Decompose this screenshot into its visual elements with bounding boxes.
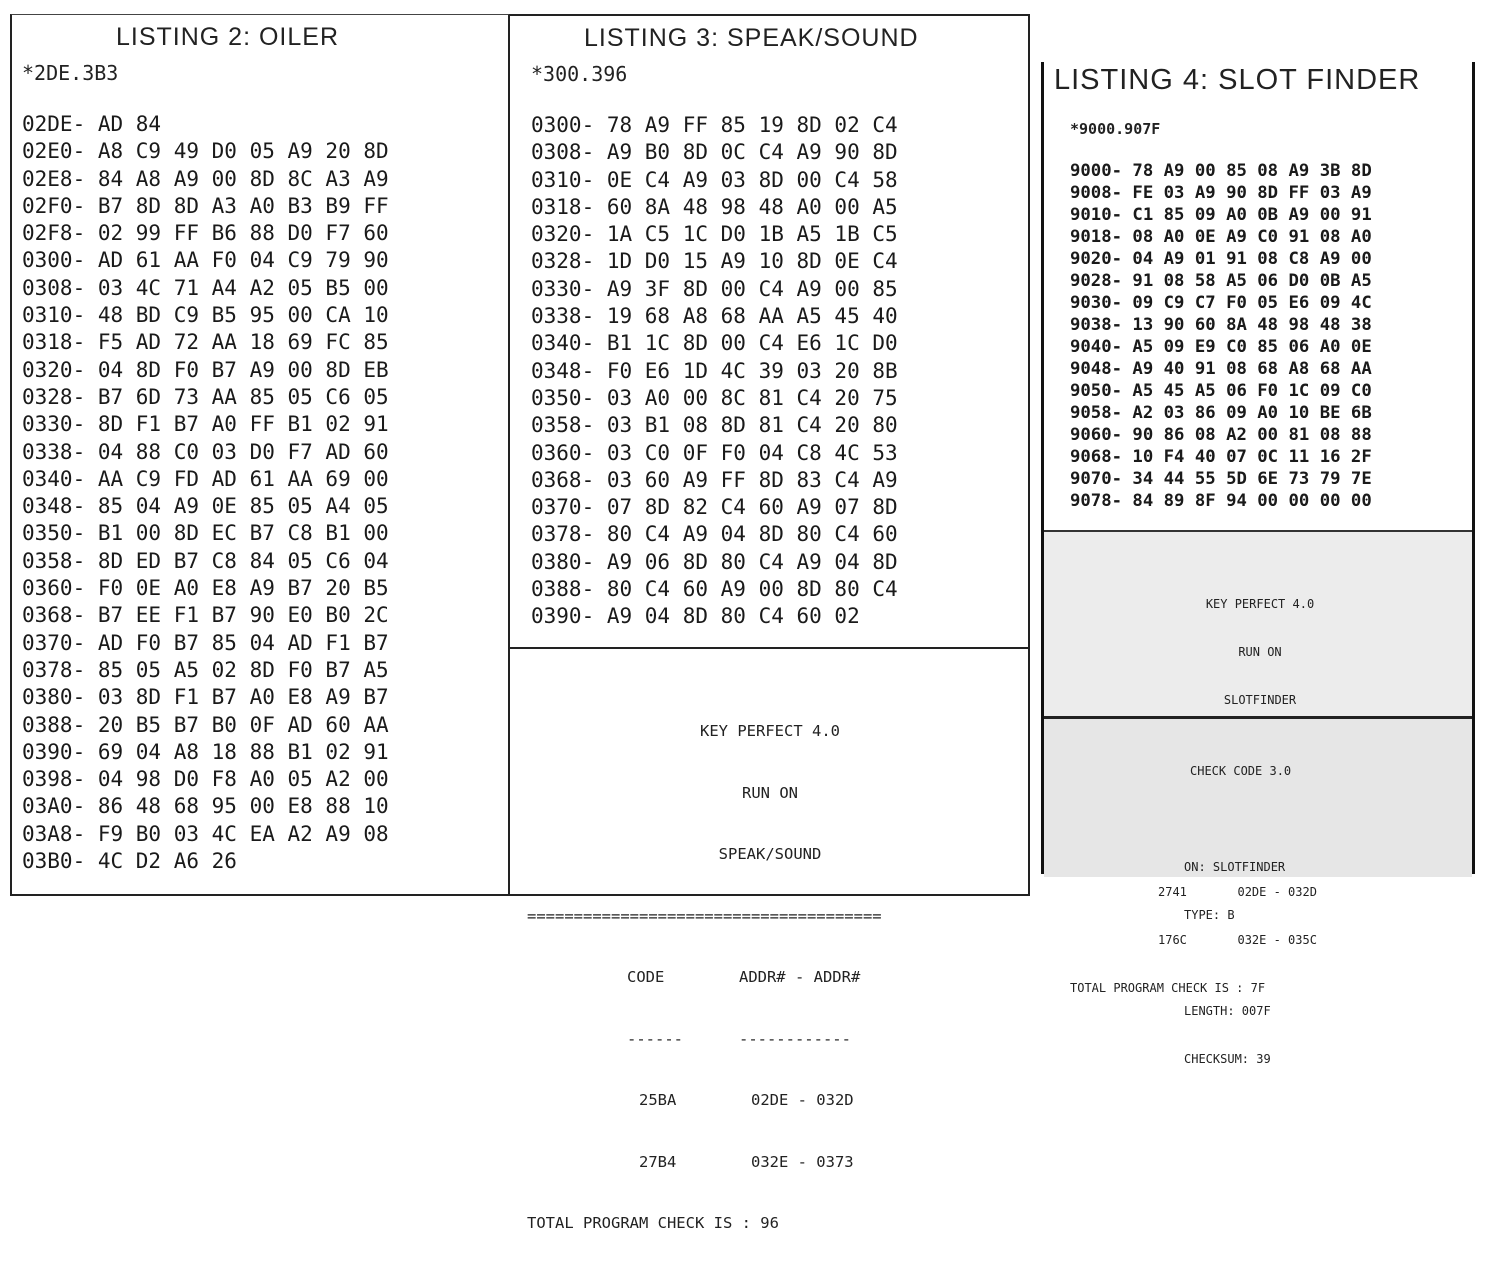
listing4-line: 9040- A5 09 E9 C0 85 06 A0 0E — [1070, 337, 1372, 357]
listing4-line: 9038- 13 90 60 8A 48 98 48 38 — [1070, 315, 1372, 335]
listing3-line: 0310- 0E C4 A9 03 8D 00 C4 58 — [531, 167, 898, 192]
listing-4-range: *9000.907F — [1070, 120, 1161, 138]
listing2-line: 0390- 69 04 A8 18 88 B1 02 91 — [22, 739, 389, 764]
listing2-line: 0378- 85 05 A5 02 8D F0 B7 A5 — [22, 657, 389, 682]
listing2-line: 0350- B1 00 8D EC B7 C8 B1 00 — [22, 521, 389, 546]
cc4-on: ON: SLOTFINDER — [1184, 860, 1286, 874]
listing2-line: 02F0- B7 8D 8D A3 A0 B3 B9 FF — [22, 193, 389, 218]
listing4-line: 9030- 09 C9 C7 F0 05 E6 09 4C — [1070, 293, 1372, 313]
cc4-checksum: CHECKSUM: 39 — [1184, 1052, 1271, 1066]
kp3-row-1: 25BA 02DE - 032D — [639, 1091, 854, 1109]
listing3-line: 0308- A9 B0 8D 0C C4 A9 90 8D — [531, 140, 898, 165]
listing2-line: 0300- AD 61 AA F0 04 C9 79 90 — [22, 248, 389, 273]
kp3-separator: ====================================== — [527, 906, 882, 925]
cc4-title: CHECK CODE 3.0 — [1190, 764, 1292, 778]
listing3-line: 0330- A9 3F 8D 00 C4 A9 00 85 — [531, 276, 898, 301]
listing2-line: 0388- 20 B5 B7 B0 0F AD 60 AA — [22, 712, 389, 737]
listing-4-hex-dump — [1070, 160, 1372, 512]
listing4-line: 9070- 34 44 55 5D 6E 73 79 7E — [1070, 469, 1372, 489]
listing-3-panel — [509, 14, 1030, 1232]
listing3-line: 0368- 03 60 A9 FF 8D 83 C4 A9 — [531, 467, 898, 492]
listing2-line: 0348- 85 04 A9 0E 85 05 A4 05 — [22, 494, 389, 519]
listing-3-hex-dump — [531, 112, 898, 631]
listing3-line: 0380- A9 06 8D 80 C4 A9 04 8D — [531, 549, 898, 574]
kp4-line2: RUN ON — [1238, 645, 1282, 659]
listing-2-title: LISTING 2: OILER — [116, 23, 340, 51]
listing4-line: 9068- 10 F4 40 07 0C 11 16 2F — [1070, 447, 1372, 467]
listing3-line: 0300- 78 A9 FF 85 19 8D 02 C4 — [531, 113, 898, 137]
listing3-line: 0360- 03 C0 0F F0 04 C8 4C 53 — [531, 440, 898, 465]
listing4-line: 9020- 04 A9 01 91 08 C8 A9 00 — [1070, 249, 1372, 269]
listing3-line: 0340- B1 1C 8D 00 C4 E6 1C D0 — [531, 331, 898, 356]
listing-3-divider — [509, 647, 1028, 649]
listing4-line: 9048- A9 40 91 08 68 A8 68 AA — [1070, 359, 1372, 379]
listing2-line: 02DE- AD 84 — [22, 112, 162, 136]
listing3-line: 0320- 1A C5 1C D0 1B A5 1B C5 — [531, 222, 898, 247]
listing4-line: 9008- FE 03 A9 90 8D FF 03 A9 — [1070, 183, 1372, 203]
listing3-line: 0378- 80 C4 A9 04 8D 80 C4 60 — [531, 522, 898, 547]
listing4-line: 9010- C1 85 09 A0 0B A9 00 91 — [1070, 205, 1372, 225]
listing3-line: 0328- 1D D0 15 A9 10 8D 0E C4 — [531, 249, 898, 274]
listing4-line: 9000- 78 A9 00 85 08 A9 3B 8D — [1070, 161, 1372, 181]
listing-3-range: *300.396 — [531, 62, 628, 86]
listing2-line: 0318- F5 AD 72 AA 18 69 FC 85 — [22, 330, 389, 355]
listing2-line: 0308- 03 4C 71 A4 A2 05 B5 00 — [22, 275, 389, 300]
kp3-line1: KEY PERFECT 4.0 — [700, 722, 840, 740]
listing-2-panel — [10, 14, 510, 896]
listing2-line: 0368- B7 EE F1 B7 90 E0 B0 2C — [22, 603, 389, 628]
kp4-line3: SLOTFINDER — [1223, 693, 1297, 707]
kp4-row-1: 2741 02DE - 032D — [1158, 885, 1317, 899]
listing2-line: 03A0- 86 48 68 95 00 E8 88 10 — [22, 794, 389, 819]
kp3-row-2: 27B4 032E - 0373 — [639, 1152, 854, 1171]
kp3-total: TOTAL PROGRAM CHECK IS : 96 — [527, 1214, 779, 1232]
cc4-length: LENGTH: 007F — [1184, 1004, 1271, 1018]
kp4-line1: KEY PERFECT 4.0 — [1205, 597, 1315, 611]
listing3-line: 0388- 80 C4 60 A9 00 8D 80 C4 — [531, 577, 898, 602]
listing3-line: 0350- 03 A0 00 8C 81 C4 20 75 — [531, 385, 898, 410]
listing4-line: 9060- 90 86 08 A2 00 81 08 88 — [1070, 425, 1372, 445]
listing-3-key-perfect — [527, 680, 1013, 1275]
listing2-line: 02E8- 84 A8 A9 00 8D 8C A3 A9 — [22, 166, 389, 191]
listing2-line: 0358- 8D ED B7 C8 84 05 C6 04 — [22, 548, 389, 573]
listing-2-range: *2DE.3B3 — [22, 61, 119, 85]
listing4-line: 9078- 84 89 8F 94 00 00 00 00 — [1070, 491, 1372, 511]
listing2-line: 0340- AA C9 FD AD 61 AA 69 00 — [22, 466, 389, 491]
listing2-line: 0380- 03 8D F1 B7 A0 E8 A9 B7 — [22, 685, 389, 710]
listing2-line: 03B0- 4C D2 A6 26 — [22, 849, 237, 874]
listing3-line: 0338- 19 68 A8 68 AA A5 45 40 — [531, 304, 898, 329]
listing2-line: 0320- 04 8D F0 B7 A9 00 8D EB — [22, 357, 389, 382]
kp3-header: CODE ADDR# - ADDR# — [627, 968, 861, 986]
listing-4-title: LISTING 4: SLOT FINDER — [1054, 64, 1421, 96]
listing3-line: 0318- 60 8A 48 98 48 A0 00 A5 — [531, 194, 898, 219]
listing-3-title: LISTING 3: SPEAK/SOUND — [584, 24, 919, 52]
listing2-line: 0360- F0 0E A0 E8 A9 B7 20 B5 — [22, 576, 389, 601]
kp4-row-2: 176C 032E - 035C — [1158, 933, 1317, 947]
listing4-line: 9050- A5 45 A5 06 F0 1C 09 C0 — [1070, 381, 1372, 401]
listing3-line: 0390- A9 04 8D 80 C4 60 02 — [531, 604, 860, 629]
listing3-line: 0358- 03 B1 08 8D 81 C4 20 80 — [531, 413, 898, 438]
listing4-line: 9058- A2 03 86 09 A0 10 BE 6B — [1070, 403, 1372, 423]
listing2-line: 0338- 04 88 C0 03 D0 F7 AD 60 — [22, 439, 389, 464]
listing-4-panel — [1041, 62, 1475, 1066]
listing2-line: 0330- 8D F1 B7 A0 FF B1 02 91 — [22, 412, 389, 437]
listing3-line: 0348- F0 E6 1D 4C 39 03 20 8B — [531, 358, 898, 383]
listing3-line: 0370- 07 8D 82 C4 60 A9 07 8D — [531, 495, 898, 520]
listing4-line: 9028- 91 08 58 A5 06 D0 0B A5 — [1070, 271, 1372, 291]
listing4-line: 9018- 08 A0 0E A9 C0 91 08 A0 — [1070, 227, 1372, 247]
listing-2-hex-dump — [22, 111, 389, 875]
kp3-underline: ------ ------------ — [627, 1029, 851, 1048]
cc4-type: TYPE: B — [1184, 908, 1235, 922]
kp3-line2: RUN ON — [742, 783, 798, 802]
listing2-line: 0328- B7 6D 73 AA 85 05 C6 05 — [22, 384, 389, 409]
listing2-line: 0370- AD F0 B7 85 04 AD F1 B7 — [22, 630, 389, 655]
listing2-line: 0398- 04 98 D0 F8 A0 05 A2 00 — [22, 767, 389, 792]
kp4-total: TOTAL PROGRAM CHECK IS : 7F — [1070, 981, 1266, 995]
listing2-line: 02E0- A8 C9 49 D0 05 A9 20 8D — [22, 139, 389, 164]
listing2-line: 03A8- F9 B0 03 4C EA A2 A9 08 — [22, 821, 389, 846]
listing2-line: 02F8- 02 99 FF B6 88 D0 F7 60 — [22, 221, 389, 246]
listing2-line: 0310- 48 BD C9 B5 95 00 CA 10 — [22, 303, 389, 328]
kp3-line3: SPEAK/SOUND — [718, 845, 822, 863]
